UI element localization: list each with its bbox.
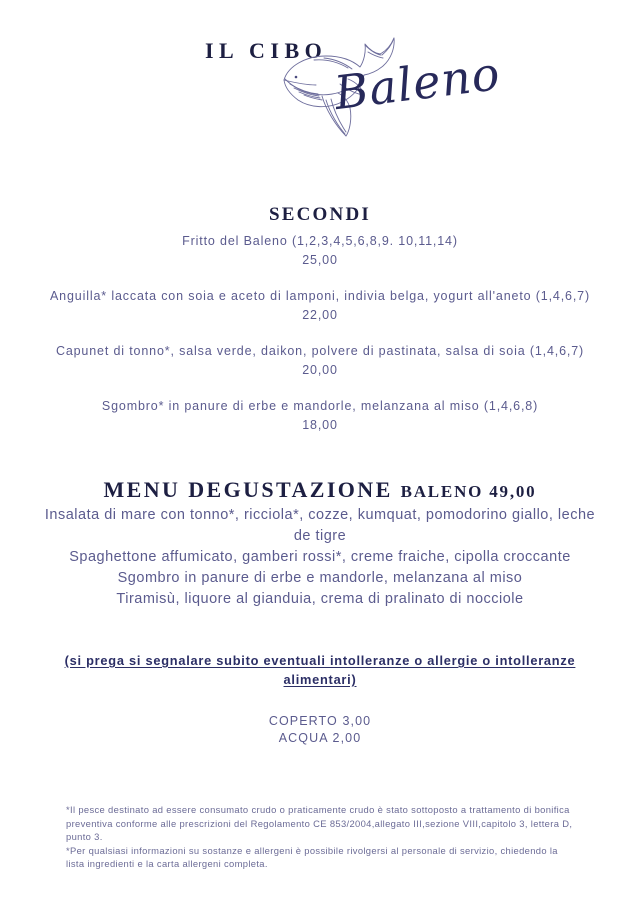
dish-name: Capunet di tonno*, salsa verde, daikon, polvere di pastinata, salsa di soia (1,4,6,7) [55,344,585,358]
brand-script: Baleno [331,46,504,120]
dish-name: Anguilla* laccata con soia e aceto di lamponi, indivia belga, yogurt all'aneto (1,4,6,7) [50,289,590,303]
footnotes [66,803,574,871]
degustazione-course: Tiramisù, liquore al gianduia, crema di pralinato di nocciole [116,591,524,607]
footnote-allergens: *Per qualsiasi informazioni su sostanze e allergeni è possibile rivolgersi al personale di servizio, chiedendo la lista ingredienti e la carta allergeni completa. [66,844,558,869]
dish-price: 22,00 [302,308,338,322]
coperto-line: COPERTO 3,00 [268,714,372,728]
degustazione-title-main: MENU DEGUSTAZIONE [103,477,393,502]
footnote-raw-fish: *Il pesce destinato ad essere consumato crudo o praticamente crudo è stato sottoposto a trattamento di bonifica preventiva conforme alle prescrizioni del Regolamento CE 853/2004,allegato III,sezione VIII,capitolo 3, lettera D, punto 3. [66,804,573,842]
secondi-title: SECONDI [269,204,371,225]
degustazione-course: Sgombro in panure di erbe e mandorle, melanzana al miso [117,570,523,586]
brand-wordmark: IL CIBO [205,38,328,63]
dish-name: Sgombro* in panure di erbe e mandorle, melanzana al miso (1,4,6,8) [101,399,539,413]
cover-charges [0,713,640,747]
section-degustazione [0,477,640,610]
allergy-notice: (si prega si segnalare subito eventuali intolleranze o allergie o intolleranze alimentari) [64,653,576,687]
dish-price: 20,00 [302,363,338,377]
degustazione-title [0,477,640,503]
degustazione-title-sub: BALENO 49,00 [400,482,537,501]
degustazione-course: Insalata di mare con tonno*, ricciola*, cozze, kumquat, pomodorino giallo, leche de tigre [44,507,596,544]
dish-item [30,287,610,325]
dish-name: Fritto del Baleno (1,2,3,4,5,6,8,9. 10,11,14) [182,234,458,248]
acqua-line: ACQUA 2,00 [278,731,362,745]
dish-price: 25,00 [302,253,338,267]
section-secondi [0,204,640,435]
dish-item [30,232,610,270]
dish-item [30,397,610,435]
dish-item [30,342,610,380]
degustazione-course: Spaghettone affumicato, gamberi rossi*, creme fraiche, cipolla croccante [69,549,571,565]
dish-price: 18,00 [302,418,338,432]
brand-header [0,0,640,168]
